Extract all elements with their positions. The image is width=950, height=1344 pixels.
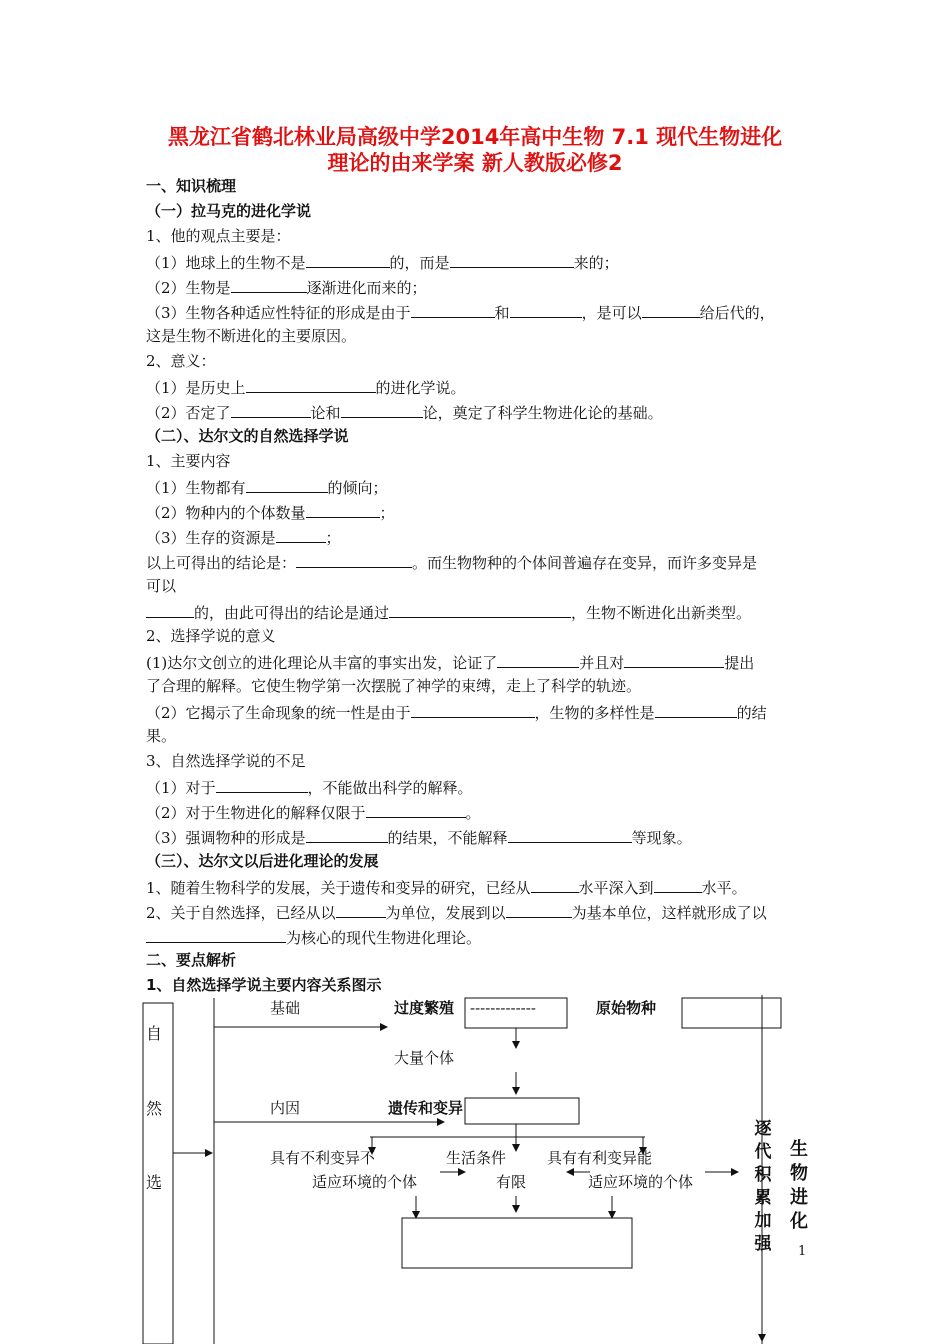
page-title-line2: 理论的由来学案 新人教版必修2 — [327, 151, 623, 175]
left-label-char-1: 自 — [146, 1024, 163, 1043]
section1-heading: 一、知识梳理 — [146, 177, 237, 195]
darwin-main-content: 1、主要内容 — [146, 452, 231, 470]
selection-significance-2-cont: 果。 — [146, 727, 177, 745]
page-number: 1 — [798, 1244, 807, 1259]
left-label-char-3: 选 — [146, 1173, 163, 1192]
evolution-column: 生 物 进 化 — [790, 1139, 808, 1232]
selection-significance-1: (1)达尔文创立的进化理论从丰富的事实出发，论证了 并且对 提出 — [146, 651, 754, 673]
significance-1: （1）是历史上 的进化学说。 — [146, 376, 466, 398]
many-individuals-label: 大量个体 — [394, 1049, 455, 1067]
post-darwin-subheading: （三）、达尔文以后进化理论的发展 — [146, 852, 379, 870]
left-label-char-2: 然 — [146, 1099, 163, 1118]
post-darwin-2: 2、关于自然选择，已经从以 为单位，发展到以 为基本单位，这样就形成了以 — [146, 901, 767, 923]
selection-significance-1-cont: 了合理的解释。它使生物学第一次摆脱了神学的束缚，走上了科学的轨迹。 — [146, 677, 642, 695]
section2-heading: 二、要点解析 — [146, 951, 237, 969]
shortcoming-1: （1）对于 ，不能做出科学的解释。 — [146, 776, 473, 798]
page-title-line1: 黑龙江省鹤北林业局高级中学2014年高中生物 7.1 现代生物进化 — [167, 125, 783, 149]
post-darwin-1: 1、随着生物科学的发展，关于遗传和变异的研究，已经从 水平深入到 水平。 — [146, 876, 747, 898]
darwin-subheading: （二）、达尔文的自然选择学说 — [146, 427, 349, 445]
shortcoming-2: （2）对于生物进化的解释仅限于 。 — [146, 801, 481, 823]
favorable-variation-2: 适应环境的个体 — [588, 1173, 694, 1191]
lamarck-view-2: （2）生物是 逐渐进化而来的； — [146, 276, 427, 298]
darwin-conclusion-cont: 可以 — [146, 577, 177, 595]
internal-cause-label: 内因 — [270, 1099, 301, 1117]
unfavorable-variation-1: 具有不利变异不 — [270, 1149, 376, 1167]
unfavorable-variation-2: 适应环境的个体 — [312, 1173, 418, 1191]
heredity-variation-label: 遗传和变异 — [388, 1099, 464, 1117]
dashed-connector: ------------- — [470, 999, 536, 1017]
darwin-point-2: （2）物种内的个体数量 ； — [146, 501, 395, 523]
darwin-point-1: （1）生物都有 的倾向； — [146, 476, 388, 498]
selection-shortcomings: 3、自然选择学说的不足 — [146, 752, 306, 770]
lamarck-view-3: （3）生物各种适应性特征的形成是由于 和 ，是可以 给后代的， — [146, 301, 775, 323]
diagram-title: 1、自然选择学说主要内容关系图示 — [146, 976, 382, 994]
significance-2: （2）否定了 论和 论，奠定了科学生物进化论的基础。 — [146, 401, 663, 423]
lamarck-significance: 2、意义： — [146, 352, 216, 370]
favorable-variation-1: 具有有利变异能 — [547, 1149, 653, 1167]
selection-significance-2: （2）它揭示了生命现象的统一性是由于 ，生物的多样性是 的结 — [146, 701, 767, 723]
selection-significance: 2、选择学说的意义 — [146, 627, 276, 645]
accumulate-column: 逐 代 积 累 加 强 — [754, 1119, 772, 1254]
basis-label: 基础 — [270, 999, 301, 1017]
darwin-point-3: （3）生存的资源是 ； — [146, 526, 341, 548]
lamarck-subheading: （一）拉马克的进化学说 — [146, 202, 312, 220]
living-conditions-1: 生活条件 — [446, 1149, 507, 1167]
shortcoming-3: （3）强调物种的形成是 的结果，不能解释 等现象。 — [146, 826, 692, 848]
darwin-conclusion-2: 的，由此可得出的结论是通过 ，生物不断进化出新类型。 — [146, 601, 751, 623]
post-darwin-2-cont: 为核心的现代生物进化理论。 — [146, 926, 481, 948]
lamarck-view-1: （1）地球上的生物不是 的，而是 来的； — [146, 251, 619, 273]
darwin-conclusion: 以上可得出的结论是： 。而生物物种的个体间普遍存在变异，而许多变异是 — [146, 551, 757, 573]
lamarck-view-3-cont: 这是生物不断进化的主要原因。 — [146, 327, 357, 345]
overproduction-label: 过度繁殖 — [394, 999, 455, 1017]
original-species-label: 原始物种 — [596, 999, 657, 1017]
lamarck-views: 1、他的观点主要是： — [146, 227, 291, 245]
living-conditions-2: 有限 — [496, 1173, 527, 1191]
